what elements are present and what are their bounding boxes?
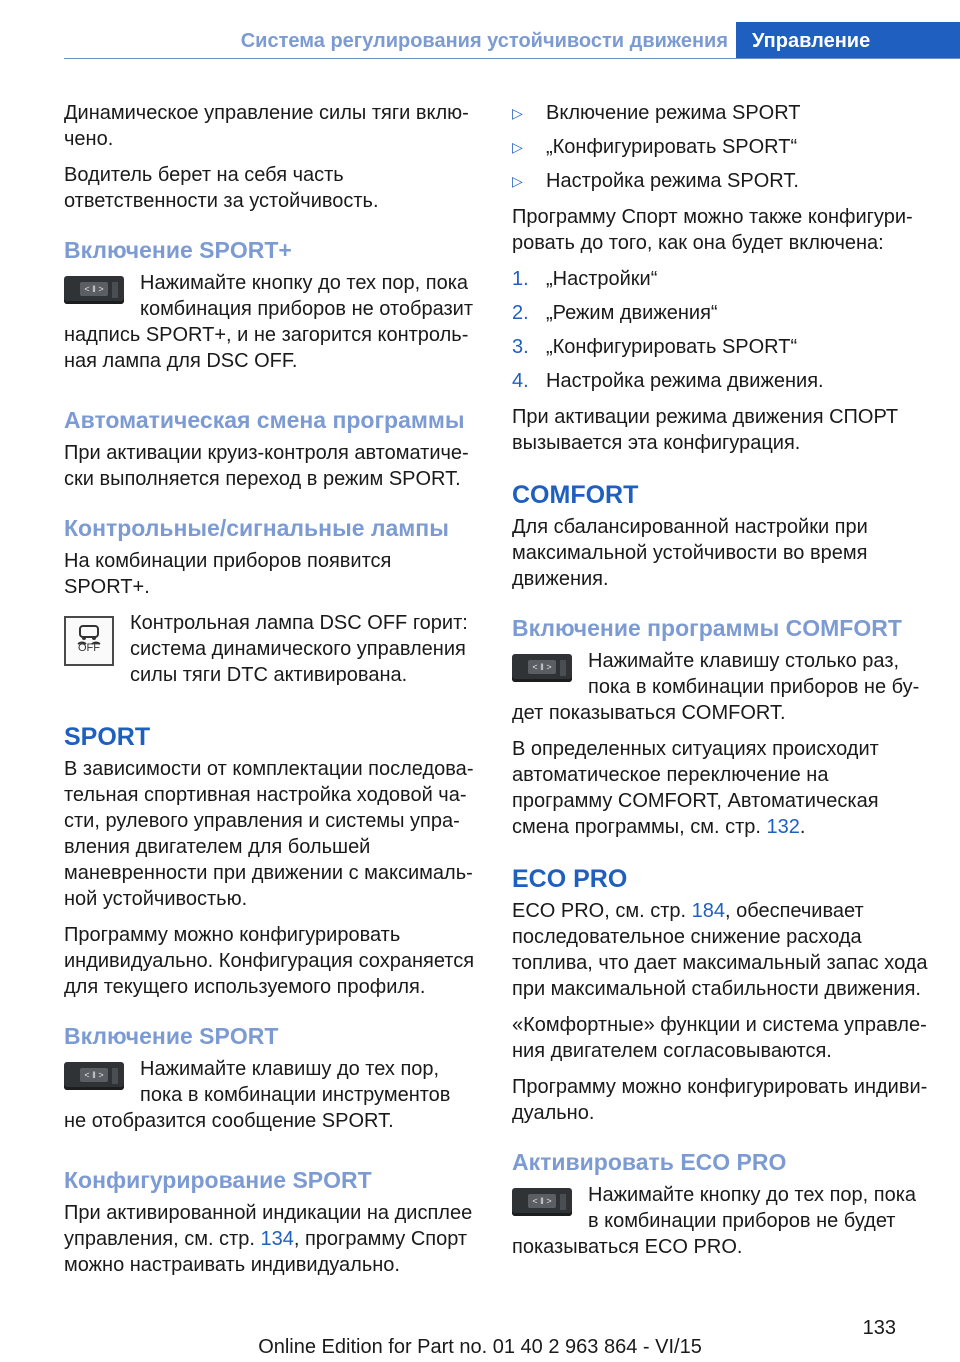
list-item: ▷ Настройка режима SPORT. [512, 170, 799, 192]
heading-sport-plus: Включение SPORT+ [64, 237, 292, 263]
heading-sport-on: Включение SPORT [64, 1023, 279, 1049]
page-link[interactable]: 184 [691, 900, 725, 922]
step-list [512, 100, 928, 194]
driving-experience-button-icon: < ‖ > [512, 654, 572, 682]
section-title: Система регулирования устойчивости движения [240, 30, 728, 52]
page-link[interactable]: 134 [260, 1228, 294, 1250]
left-column [64, 100, 478, 1288]
paragraph: В определенных ситуациях происходит автоматическое переключение на программу COMFORT, Автоматическая смена программы, см. стр. 132. [512, 738, 879, 838]
list-item: 2. „Режим движения“ [512, 302, 718, 324]
paragraph: Нажимайте кнопку до тех пор, пока комбинация приборов не отобразит надпись SPORT+, и не загорится контрольная лампа для DSC OFF. [64, 272, 474, 372]
driving-experience-button-icon: < ‖ > [64, 1062, 124, 1090]
numbered-list [512, 266, 928, 394]
paragraph: «Комфортные» функции и система управления двигателем согласовываются. [512, 1014, 927, 1062]
paragraph: В зависимости от комплектации последовательная спортивная настройка ходовой части, рулевого управления и системы управления двигателем для большей маневренности при движении с максимальной устойчивостью. [64, 758, 474, 910]
footer-edition: Online Edition for Part no. 01 40 2 963 864 - VI/15 [258, 1336, 702, 1358]
paragraph: Нажимайте клавишу столько раз, пока в комбинации приборов не будет показываться COMFORT. [512, 650, 920, 724]
dsc-off-lamp-icon: OFF [64, 616, 114, 666]
paragraph: При активации режима движения СПОРТ вызывается эта конфигурация. [512, 406, 899, 454]
paragraph: ECO PRO, см. стр. 184, обеспечивает последовательное снижение расхода топлива, что дает максимальный запас хода при максимальной стабильности движения. [512, 900, 928, 1000]
paragraph: Динамическое управление силы тяги включено. [64, 102, 469, 150]
chapter-tab-label: Управление [752, 30, 871, 52]
page-header [0, 0, 960, 86]
paragraph: При активированной индикации на дисплее управления, см. стр. 134, программу Спорт можно настраивать индивидуально. [64, 1202, 473, 1276]
paragraph: Водитель берет на себя часть ответственности за устойчивость. [64, 164, 379, 212]
paragraph: При активации круиз-контроля автоматически выполняется переход в режим SPORT. [64, 442, 469, 490]
paragraph: Нажимайте клавишу до тех пор, пока в комбинации инструментов не отобразится сообщение SPORT. [64, 1058, 451, 1132]
paragraph: Контрольная лампа DSC OFF горит: система динамического управления силы тяги DTC активирована. [130, 612, 468, 686]
list-item: 1. „Настройки“ [512, 268, 658, 290]
paragraph: Программу Спорт можно также конфигурировать до того, как она будет включена: [512, 206, 913, 254]
heading-auto-program: Автоматическая смена программы [64, 407, 465, 433]
page-link[interactable]: 132 [766, 816, 800, 838]
heading-eco-pro: ECO PRO [512, 865, 628, 893]
list-item: 4. Настройка режима движения. [512, 370, 824, 392]
heading-comfort: COMFORT [512, 481, 639, 509]
paragraph: Для сбалансированной настройки при максимальной устойчивости во время движения. [512, 516, 868, 590]
list-item: 3. „Конфигурировать SPORT“ [512, 336, 798, 358]
chapter-tab [736, 22, 960, 58]
heading-sport: SPORT [64, 723, 151, 751]
page-number: 133 [862, 1317, 896, 1339]
paragraph: Нажимайте кнопку до тех пор, пока в комбинации приборов не будет показываться ECO PRO. [512, 1184, 917, 1258]
right-column [512, 100, 928, 1270]
heading-eco-pro-on: Активировать ECO PRO [512, 1149, 787, 1175]
paragraph: Программу можно конфигурировать индивидуально. [512, 1076, 928, 1124]
list-item: ▷ Включение режима SPORT [512, 102, 801, 124]
header-rule [64, 58, 960, 59]
driving-experience-button-icon: < ‖ > [64, 276, 124, 304]
paragraph: Программу можно конфигурировать индивидуально. Конфигурация сохраняется для текущего используемого профиля. [64, 924, 475, 998]
heading-indicator-lamps: Контрольные/сигнальные лампы [64, 515, 449, 541]
list-item: ▷ „Конфигурировать SPORT“ [512, 136, 798, 158]
heading-config-sport: Конфигурирование SPORT [64, 1167, 372, 1193]
paragraph: На комбинации приборов появится SPORT+. [64, 550, 392, 598]
driving-experience-button-icon: < ‖ > [512, 1188, 572, 1216]
heading-comfort-on: Включение программы COMFORT [512, 615, 902, 641]
